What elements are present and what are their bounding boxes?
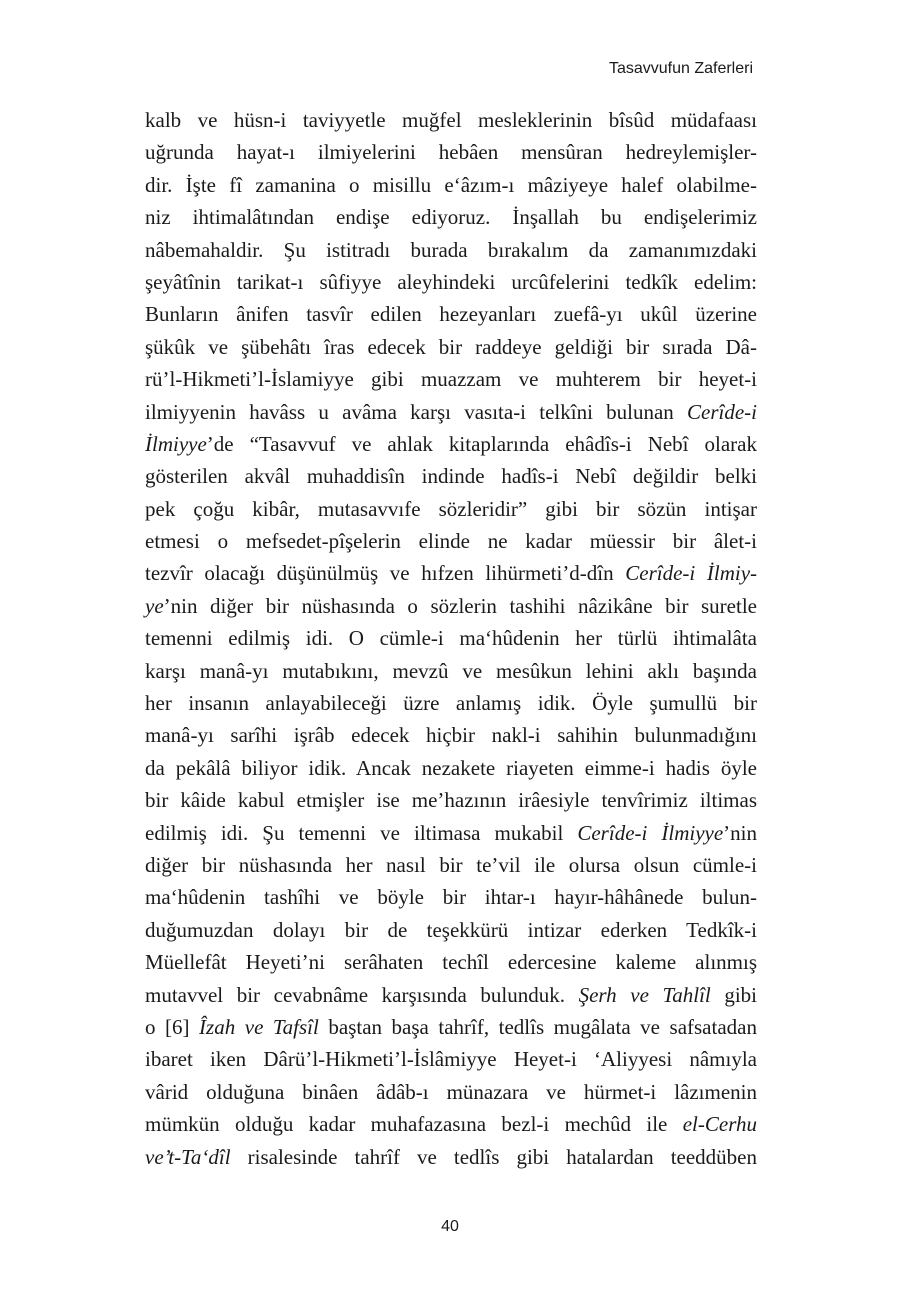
text-line	[145, 363, 757, 395]
text-segment: gösterilen akvâl muhaddisîn indinde hadîs-i Nebî değildir belki	[145, 464, 757, 489]
text-line	[145, 104, 757, 136]
text-line	[145, 525, 757, 557]
text-line	[145, 234, 757, 266]
italic-text-segment: ve’t-Ta‘dîl	[145, 1144, 231, 1169]
body-text	[145, 104, 757, 1173]
text-segment: edilmiş idi. Şu temenni ve iltimasa mukabil	[145, 820, 578, 845]
running-header: Tasavvufun Zaferleri	[608, 60, 753, 77]
italic-text-segment: Cerîde-i İlmiyye	[577, 820, 724, 845]
text-segment: mümkün olduğu kadar muhafazasına bezl-i mechûd ile	[145, 1112, 683, 1137]
text-segment: gibi	[710, 982, 758, 1007]
text-segment: ’nin	[723, 820, 757, 845]
text-line	[145, 396, 757, 428]
text-line	[145, 136, 757, 168]
text-line	[145, 298, 757, 330]
text-segment: ’nin diğer bir nüshasında o sözlerin tashihi nâzikâne bir suretle	[163, 593, 757, 618]
text-segment: duğumuzdan dolayı bir de teşekkürü intizar ederken Tedkîk-i	[145, 917, 757, 942]
text-segment: o [6]	[145, 1014, 200, 1039]
text-segment: temenni edilmiş idi. O cümle-i ma‘hûdenin her türlü ihtimalâta	[145, 626, 757, 651]
text-segment: risalesinde tahrîf ve tedlîs gibi hatalardan teeddüben	[230, 1144, 757, 1169]
text-line	[145, 752, 757, 784]
text-line	[145, 1108, 757, 1140]
text-line	[145, 557, 757, 589]
text-line	[145, 1076, 757, 1108]
text-segment: manâ-yı sarîhi işrâb edecek hiçbir nakl-i sahihin bulunmadığını	[145, 723, 757, 748]
text-line	[145, 979, 757, 1011]
text-segment: bir kâide kabul etmişler ise me’hazının irâesiyle tenvîrimiz iltimas	[145, 788, 757, 813]
text-segment: ’de “Tasavvuf ve ahlak kitaplarında ehâdîs-i Nebî olarak	[206, 431, 757, 456]
text-segment: şükûk ve şübehâtı îras edecek bir raddeye geldiği bir sırada Dâ-	[145, 334, 757, 359]
text-segment: karşı manâ-yı mutabıkını, mevzû ve mesûkun lehini aklı başında	[145, 658, 757, 683]
text-segment: diğer bir nüshasında her nasıl bir te’vil ile olursa olsun cümle-i	[145, 852, 757, 877]
text-segment: Bunların ânifen tasvîr edilen hezeyanları zuefâ-yı ukûl üzerine	[145, 302, 757, 327]
text-line	[145, 946, 757, 978]
italic-text-segment: Cerîde-i İlmiy-	[625, 561, 758, 586]
text-line	[145, 881, 757, 913]
italic-text-segment: Şerh ve Tahlîl	[578, 982, 711, 1007]
text-line	[145, 1043, 757, 1075]
text-line	[145, 201, 757, 233]
text-segment: dir. İşte fî zamanina o misillu e‘âzım-ı mâziyeye halef olabilme-	[145, 172, 757, 197]
text-segment: vârid olduğuna binâen âdâb-ı münazara ve hürmet-i lâzımenin	[145, 1079, 757, 1104]
text-line	[145, 428, 757, 460]
text-line	[145, 460, 757, 492]
text-segment: ilmiyyenin havâss u avâma karşı vasıta-i telkîni bulunan	[145, 399, 688, 424]
text-segment: rü’l-Hikmeti’l-İslamiyye gibi muazzam ve muhterem bir heyet-i	[145, 367, 757, 392]
text-segment: şeyâtînin tarikat-ı sûfiyye aleyhindeki urcûfelerini tedkîk edelim:	[145, 269, 757, 294]
text-segment: ibaret iken Dârü’l-Hikmeti’l-İslâmiyye Heyet-i ‘Aliyyesi nâmıyla	[145, 1047, 757, 1072]
text-line	[145, 493, 757, 525]
text-line	[145, 914, 757, 946]
text-line	[145, 784, 757, 816]
text-line	[145, 622, 757, 654]
text-segment: her insanın anlayabileceği üzre anlamış idik. Öyle şumullü bir	[145, 691, 757, 716]
page-number: 40	[441, 1218, 459, 1235]
text-line	[145, 849, 757, 881]
text-segment: nâbemahaldir. Şu istitradı burada bırakalım da zamanımızdaki	[145, 237, 757, 262]
text-line	[145, 687, 757, 719]
text-segment: baştan başa tahrîf, tedlîs mugâlata ve safsatadan	[318, 1014, 757, 1039]
text-line	[145, 590, 757, 622]
text-line	[145, 1141, 757, 1173]
text-segment: uğrunda hayat-ı ilmiyelerini hebâen mensûran hedreylemişler-	[145, 140, 757, 165]
italic-text-segment: ye	[145, 593, 164, 618]
text-line	[145, 331, 757, 363]
text-segment: Müellefât Heyeti’ni serâhaten techîl edercesine kaleme alınmış	[145, 950, 757, 975]
text-segment: tezvîr olacağı düşünülmüş ve hıfzen lihürmeti’d-dîn	[145, 561, 626, 586]
italic-text-segment: Îzah ve Tafsîl	[199, 1014, 319, 1039]
text-segment: kalb ve hüsn-i taviyyetle muğfel mesleklerinin bîsûd müdafaası	[145, 108, 757, 132]
italic-text-segment: Cerîde-i	[687, 399, 757, 424]
text-segment: niz ihtimalâtından endişe ediyoruz. İnşallah bu endişelerimiz	[145, 205, 757, 230]
text-line	[145, 169, 757, 201]
text-segment: ma‘hûdenin tashîhi ve böyle bir ihtar-ı hayır-hâhânede bulun-	[145, 885, 757, 910]
text-line	[145, 266, 757, 298]
text-line	[145, 817, 757, 849]
text-segment: mutavvel bir cevabnâme karşısında bulunduk.	[145, 982, 579, 1007]
text-line	[145, 1011, 757, 1043]
italic-text-segment: el-Cerhu	[682, 1112, 757, 1137]
text-line	[145, 719, 757, 751]
text-line	[145, 655, 757, 687]
text-segment: da pekâlâ biliyor idik. Ancak nezakete riayeten eimme-i hadis öyle	[145, 755, 757, 780]
italic-text-segment: İlmiyye	[145, 431, 207, 456]
text-segment: etmesi o mefsedet-pîşelerin elinde ne kadar müessir bir âlet-i	[145, 529, 757, 554]
text-segment: pek çoğu kibâr, mutasavvıfe sözleridir” gibi bir sözün intişar	[145, 496, 757, 521]
